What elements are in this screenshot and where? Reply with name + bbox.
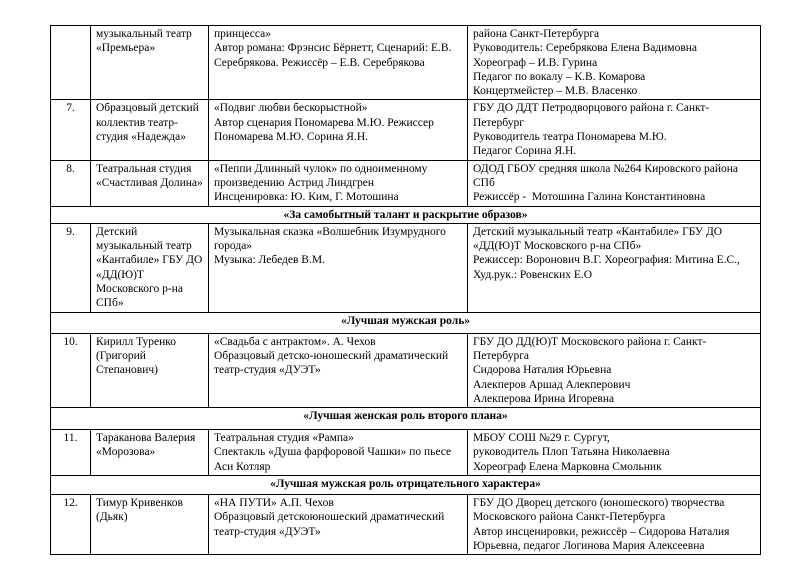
table-row [51, 223, 761, 312]
participant-cell [91, 223, 209, 312]
performance-cell [209, 100, 468, 160]
performance-cell-paragraph: «Свадьба с антрактом». А. Чехов [214, 335, 376, 348]
performance-cell [209, 495, 468, 555]
participant-cell-paragraph: Кирилл Туренко (Григорий Степанович) [96, 335, 179, 377]
table-row [51, 430, 761, 476]
performance-cell [209, 160, 468, 206]
organization-cell [468, 333, 761, 407]
participant-cell-paragraph: Образцовый детский коллектив театр-студия «Надежда» [96, 102, 202, 144]
organization-cell-paragraph: ГБУ ДО ДД(Ю)Т Московского района г. Санкт-Петербурга [473, 335, 707, 362]
section-header-label: «Лучшая мужская роль отрицательного характера» [51, 476, 761, 495]
row-number: 12. [51, 495, 91, 555]
organization-cell-paragraph: ГБУ ДО Дворец детского (юношеского) творчества Московского района Санкт-Петербурга [473, 497, 728, 524]
performance-cell [209, 223, 468, 312]
section-header-row [51, 476, 761, 495]
performance-cell-paragraph: «Подвиг любви бескорыстной» [214, 102, 368, 115]
performance-cell-paragraph: Спектакль «Душа фарфоровой Чашки» по пьесе Аси Котляр [214, 446, 454, 473]
performance-cell-paragraph: Автор романа: Фрэнсис Бёрнетт, Сценарий: Е.В. Серебрякова. Режиссёр – Е.В. Серебрякова [214, 42, 455, 69]
row-number: 8. [51, 160, 91, 206]
row-number: 10. [51, 333, 91, 407]
participant-cell-paragraph: Тараканова Валерия «Морозова» [96, 432, 199, 459]
organization-cell-paragraph: Педагог Сорина Я.Н. [473, 145, 577, 158]
section-header-label: «Лучшая женская роль второго плана» [51, 408, 761, 430]
organization-cell-paragraph: Хореограф – И.В. Гурина [473, 56, 598, 69]
organization-cell-paragraph: Концертмейстер – М.В. Власенко [473, 85, 638, 98]
section-header-row [51, 206, 761, 223]
organization-cell-paragraph: Алекперова Ирина Игоревна [473, 392, 615, 405]
organization-cell-paragraph: Педагог по вокалу – К.В. Комарова [473, 70, 646, 83]
organization-cell-paragraph: района Санкт-Петербурга [473, 28, 600, 40]
organization-cell-paragraph: Режиссер: Воронович В.Г. Хореография: Митина Е.С., Худ.рук.: Ровенских Е.О [473, 254, 743, 281]
organization-cell [468, 223, 761, 312]
organization-cell [468, 26, 761, 100]
performance-cell-paragraph: Автор сценария Пономарева М.Ю. Режиссер Пономарева М.Ю. Сорина Я.Н. [214, 116, 437, 144]
organization-cell-paragraph: Режиссёр - Мотошина Галина Константиновна [473, 191, 706, 204]
section-header-label: «За самобытный талант и раскрытие образов» [51, 206, 761, 223]
organization-cell-paragraph: ОДОД ГБОУ средняя школа №264 Кировского района СПб [473, 162, 741, 189]
performance-cell-paragraph: Образцовый детско-юношеский драматический театр-студия «ДУЭТ» [214, 349, 452, 377]
organization-cell-paragraph: Детский музыкальный театр «Кантабиле» ГБУ ДО «ДД(Ю)Т Московского р-на СПб» [473, 225, 725, 253]
table-row [51, 26, 761, 100]
section-header-row [51, 312, 761, 333]
organization-cell-paragraph: Сидорова Наталия Юрьевна [473, 364, 612, 377]
performance-cell-paragraph: Образцовый детскоюношеский драматический театр-студия «ДУЭТ» [214, 511, 448, 538]
performance-cell [209, 333, 468, 407]
table-row [51, 160, 761, 206]
organization-cell-paragraph: руководитель Плоп Татьяна Николаевна [473, 446, 670, 459]
results-table-body [51, 26, 761, 555]
section-header-row [51, 408, 761, 430]
organization-cell-paragraph: Руководитель театра Пономарева М.Ю. [473, 131, 667, 144]
performance-cell-paragraph: Театральная студия «Рампа» [214, 432, 354, 445]
performance-cell [209, 430, 468, 476]
performance-cell-paragraph: принцесса» [214, 28, 271, 40]
table-row [51, 100, 761, 160]
participant-cell [91, 160, 209, 206]
table-row [51, 333, 761, 407]
participant-cell [91, 495, 209, 555]
participant-cell [91, 430, 209, 476]
organization-cell [468, 430, 761, 476]
participant-cell [91, 333, 209, 407]
organization-cell-paragraph: Хореограф Елена Марковна Смольник [473, 460, 662, 473]
table-row [51, 495, 761, 555]
organization-cell-paragraph: ГБУ ДО ДДТ Петродворцового района г. Санкт-Петербург [473, 102, 710, 129]
section-header-label: «Лучшая мужская роль» [51, 312, 761, 333]
performance-cell-paragraph: Инсценировка: Ю. Ким, Г. Мотошина [214, 191, 399, 204]
organization-cell-paragraph: МБОУ СОШ №29 г. Сургут, [473, 432, 610, 445]
row-number [51, 26, 91, 100]
organization-cell [468, 160, 761, 206]
performance-cell-paragraph: Музыкальная сказка «Волшебник Изумрудного города» [214, 225, 449, 253]
participant-cell-paragraph: Театральная студия «Счастливая Долина» [96, 162, 203, 189]
organization-cell-paragraph: Алекперов Аршад Алекперович [473, 378, 631, 391]
organization-cell-paragraph: Автор инсценировки, режиссёр – Сидорова Наталия Юрьевна, педагог Логинова Мария Алексеевна [473, 525, 733, 552]
participant-cell [91, 26, 209, 100]
participant-cell-paragraph: Детский музыкальный театр «Кантабиле» ГБУ ДО «ДД(Ю)Т Московского р-на СПб» [96, 225, 206, 310]
participant-cell-paragraph: Тимур Кривенков (Дьяк) [96, 497, 186, 524]
organization-cell-paragraph: Руководитель: Серебрякова Елена Вадимовна [473, 42, 698, 55]
performance-cell-paragraph: «Пеппи Длинный чулок» по одноименному произведению Астрид Линдгрен [214, 162, 431, 189]
row-number: 11. [51, 430, 91, 476]
organization-cell [468, 495, 761, 555]
participant-cell-paragraph: музыкальный театр «Премьера» [96, 28, 195, 55]
performance-cell-paragraph: Музыка: Лебедев В.М. [214, 254, 325, 267]
performance-cell-paragraph: «НА ПУТИ» А.П. Чехов [214, 497, 334, 510]
organization-cell [468, 100, 761, 160]
performance-cell [209, 26, 468, 100]
festival-results-table [50, 25, 761, 555]
row-number: 9. [51, 223, 91, 312]
row-number: 7. [51, 100, 91, 160]
participant-cell [91, 100, 209, 160]
